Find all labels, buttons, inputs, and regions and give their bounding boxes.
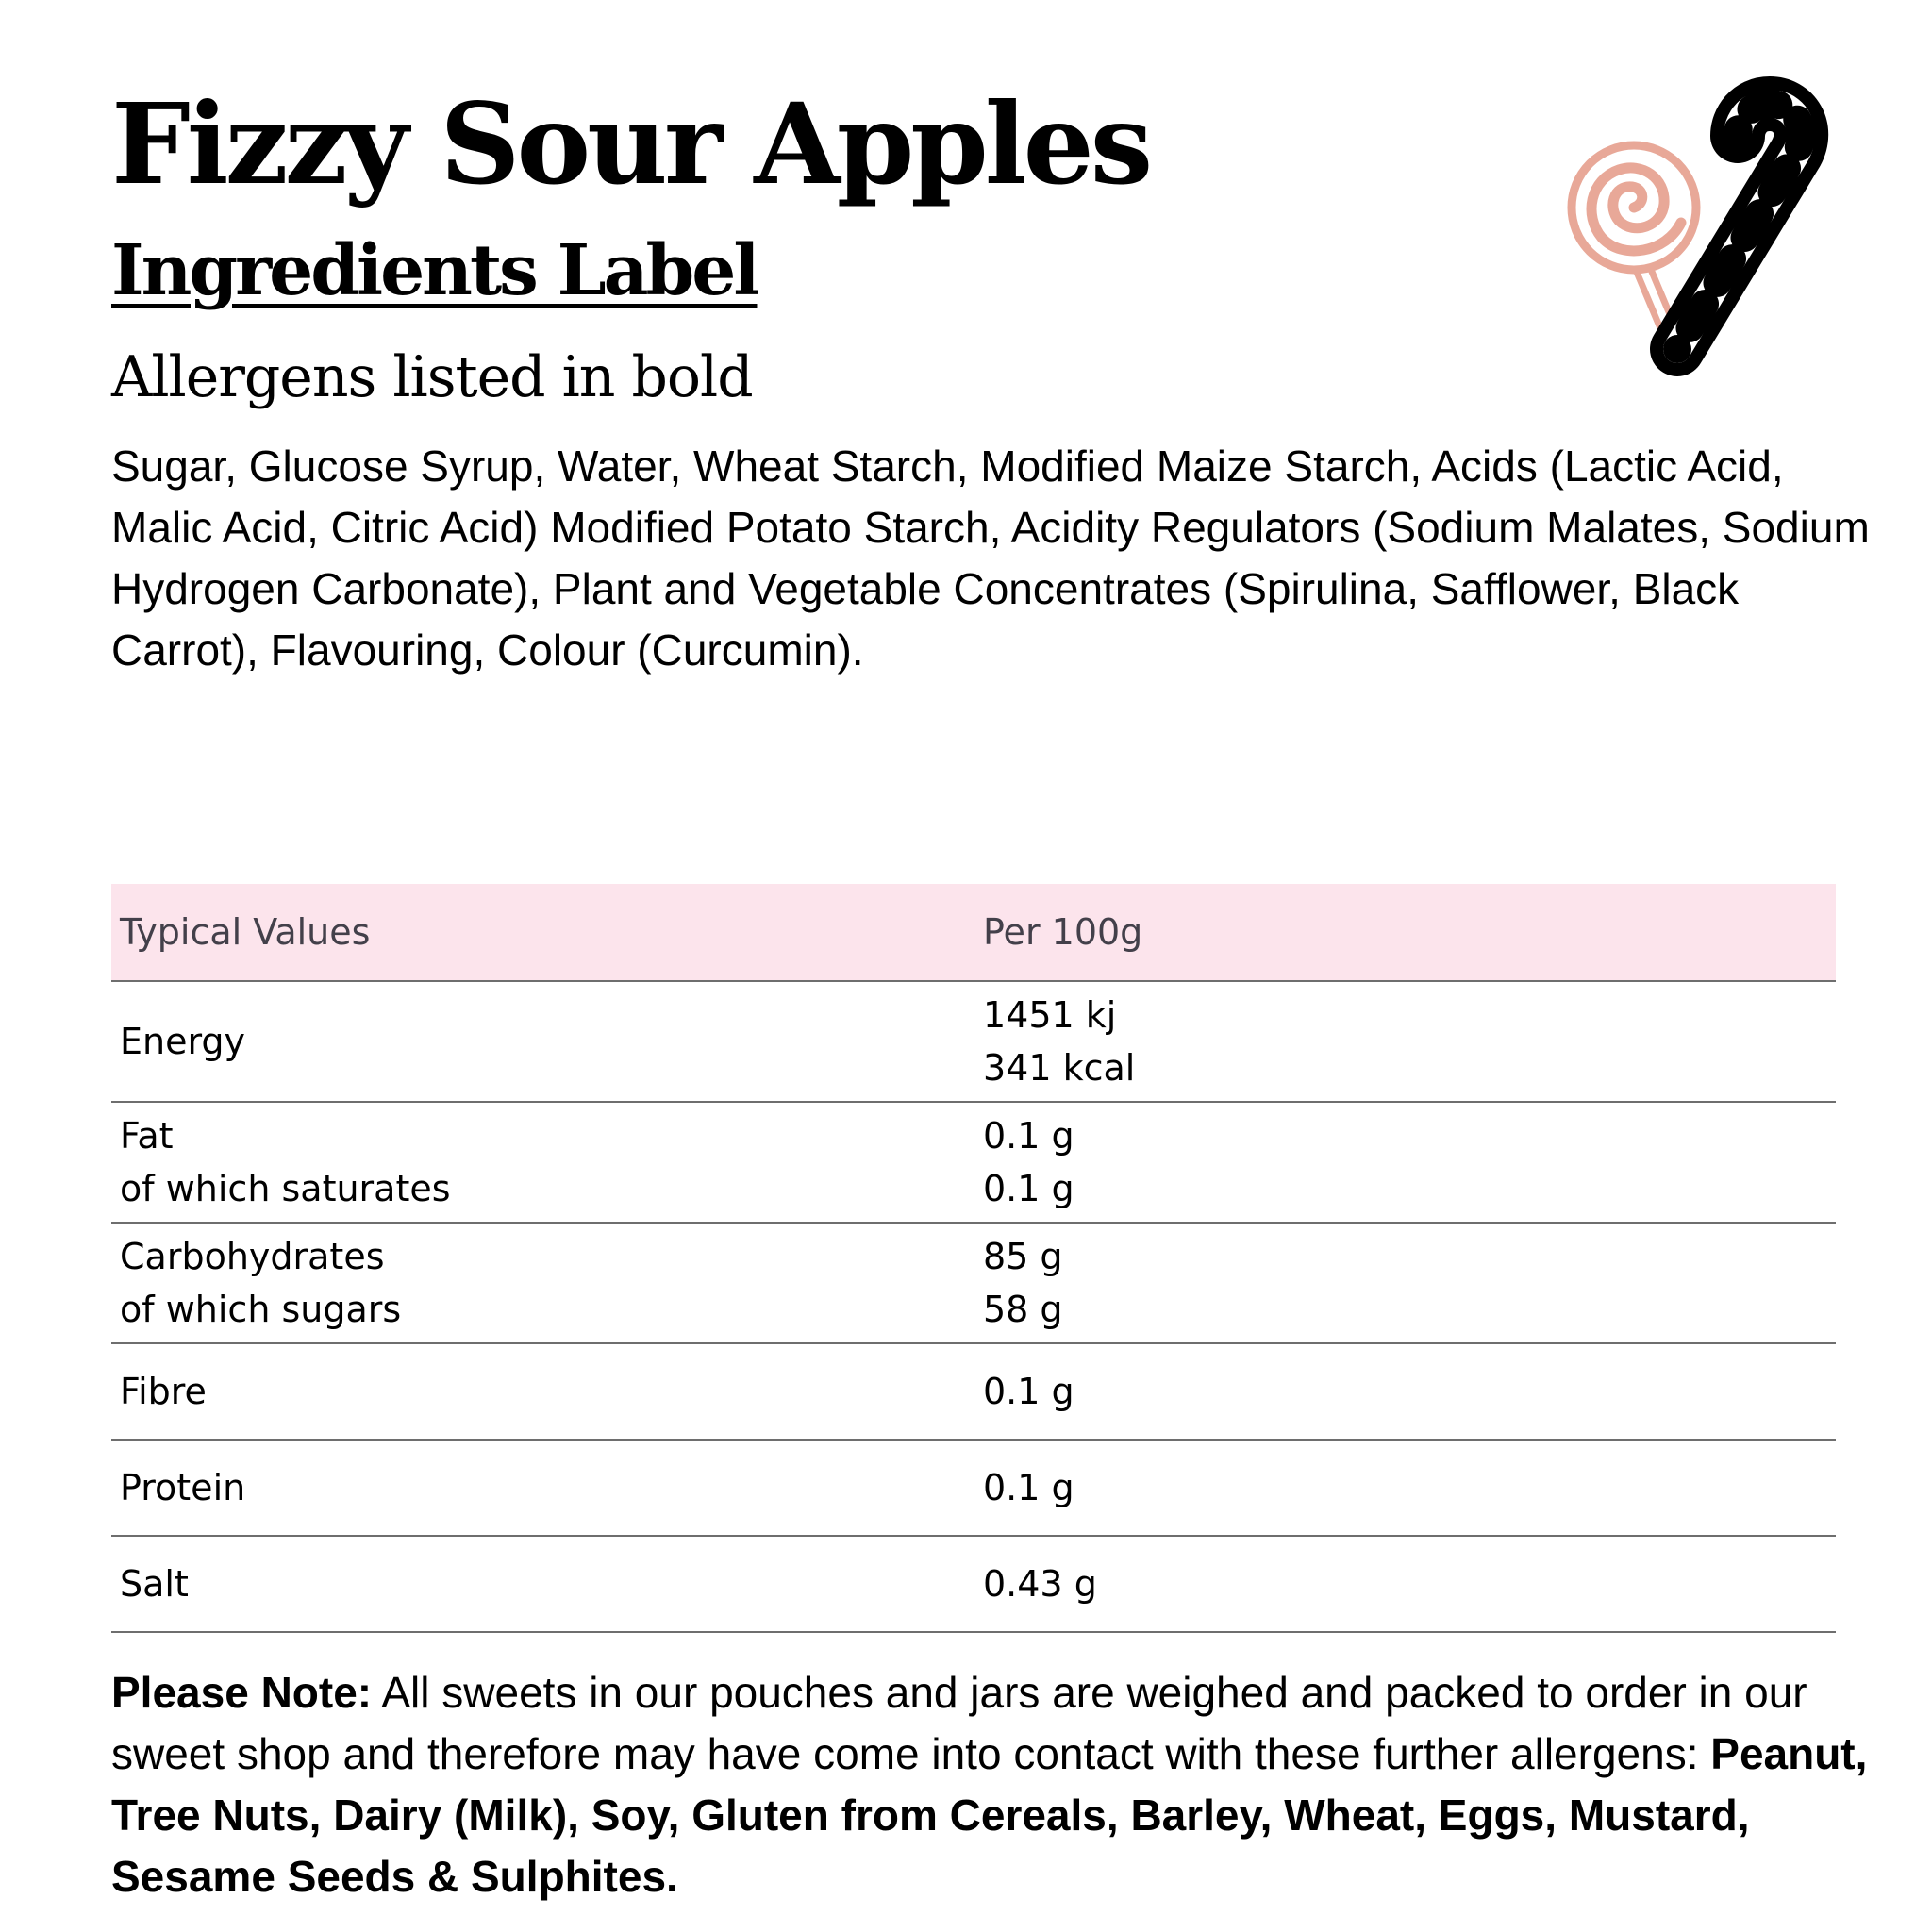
nutrient-value: 0.1 g xyxy=(974,1440,1836,1536)
nutrient-value: 0.1 g xyxy=(974,1343,1836,1440)
nutrient-value: 0.43 g xyxy=(974,1536,1836,1632)
note-allergens: Peanut, Tree Nuts, Dairy (Milk), Soy, Gluten from Cereals, Barley, Wheat, Eggs, Mustard, Sesame Seeds & Sulphites. xyxy=(111,1729,1868,1901)
table-row-protein xyxy=(111,1440,1836,1536)
nutrient-name xyxy=(111,1223,974,1343)
nutrient-value-line: 1451 kj xyxy=(983,994,1117,1036)
table-row-fibre xyxy=(111,1343,1836,1440)
nutrient-name: Protein xyxy=(111,1440,974,1536)
nutrient-value-line: 85 g xyxy=(983,1236,1063,1277)
nutrient-name-line: Fat xyxy=(120,1115,174,1157)
table-row-salt xyxy=(111,1536,1836,1632)
nutrient-name-line: of which sugars xyxy=(120,1289,402,1330)
nutrient-name-line: of which saturates xyxy=(120,1168,451,1209)
nutrition-table xyxy=(111,884,1836,1633)
ingredients-list: Sugar, Glucose Syrup, Water, Wheat Starch, Modified Maize Starch, Acids (Lactic Acid, Malic Acid, Citric Acid) Modified Potato Starch, Acidity Regulators (Sodium Malates, Sodium Hydrogen Carbonate), Plant and Vegetable Concentrates (Spirulina, Safflower, Black Carrot), Flavouring, Colour (Curcumin). xyxy=(111,441,1870,675)
candy-logo xyxy=(1557,66,1877,377)
table-row-fat xyxy=(111,1102,1836,1223)
nutrient-name: Salt xyxy=(111,1536,974,1632)
note-text: All sweets in our pouches and jars are weighed and packed to order in our sweet shop and therefore may have come into contact with these further allergens: xyxy=(111,1668,1807,1778)
nutrient-value xyxy=(974,1223,1836,1343)
column-header-typical-values: Typical Values xyxy=(111,884,974,981)
nutrient-name: Fibre xyxy=(111,1343,974,1440)
allergen-note: Allergens listed in bold xyxy=(111,344,753,410)
table-row-energy xyxy=(111,981,1836,1102)
nutrition-header-row xyxy=(111,884,1836,981)
nutrient-value xyxy=(974,981,1836,1102)
page-subtitle: Ingredients Label xyxy=(111,230,758,311)
table-row-carbohydrates xyxy=(111,1223,1836,1343)
note-lead: Please Note: xyxy=(111,1668,373,1717)
nutrient-name-line: Carbohydrates xyxy=(120,1236,385,1277)
page-title: Fizzy Sour Apples xyxy=(111,78,1150,209)
column-header-per-100g: Per 100g xyxy=(974,884,1836,981)
nutrient-value-line: 0.1 g xyxy=(983,1168,1074,1209)
nutrient-value-line: 341 kcal xyxy=(983,1047,1136,1089)
nutrient-name xyxy=(111,1102,974,1223)
nutrient-value xyxy=(974,1102,1836,1223)
nutrient-value-line: 58 g xyxy=(983,1289,1063,1330)
nutrient-name: Energy xyxy=(111,981,974,1102)
nutrient-value-line: 0.1 g xyxy=(983,1115,1074,1157)
allergen-warning-note xyxy=(111,1662,1875,1907)
